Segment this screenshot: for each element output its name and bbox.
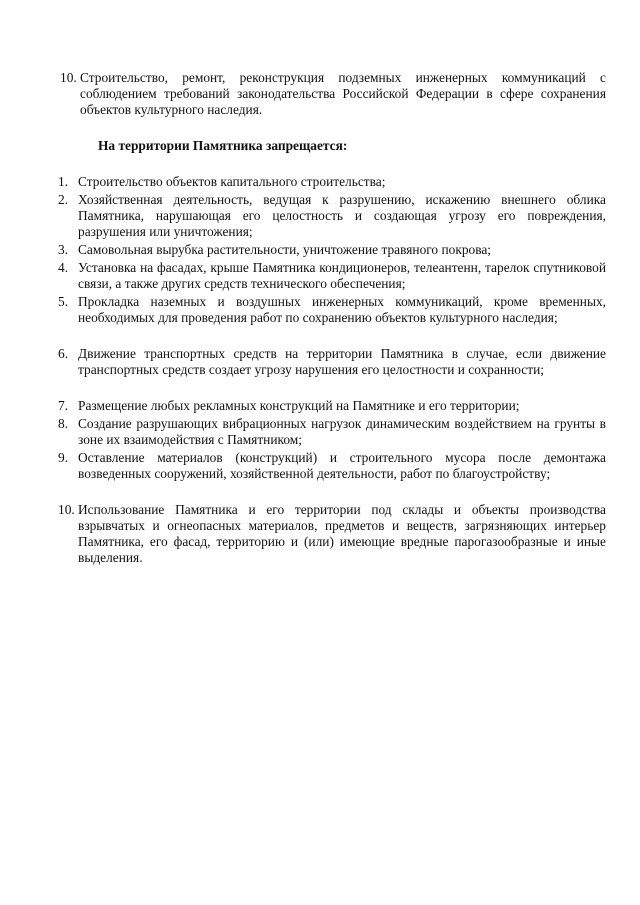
list-item-text: Использование Памятника и его территории под склады и объекты производства взрывчатых и огнеопасных материалов, предметов и веществ, загрязняющих интерьер Памятника, его фасад, территорию и (или) имеющие вредные парогазообразные и иные выделения.: [78, 502, 606, 565]
list-item-number: 9.: [58, 450, 69, 465]
list-item: [78, 294, 606, 326]
list-item: [78, 192, 606, 240]
list-item: [78, 450, 606, 482]
list-item-number: 5.: [58, 294, 69, 309]
list-item-number: 2.: [58, 192, 69, 207]
list-item-text: Хозяйственная деятельность, ведущая к разрушению, искажению внешнего облика Памятника, нарушающая его целостность и создающая угрозу его повреждения, разрушения или уничтожения;: [78, 192, 606, 239]
list-item-text: Создание разрушающих вибрационных нагрузок динамическим воздействием на грунты в зоне их взаимодействия с Памятником;: [78, 416, 606, 447]
list-item-text: Самовольная вырубка растительности, уничтожение травяного покрова;: [78, 242, 492, 257]
list-item-text: Оставление материалов (конструкций) и строительного мусора после демонтажа возведенных сооружений, хозяйственной деятельности, работ по благоустройству;: [78, 450, 606, 481]
list-item: [78, 416, 606, 448]
preceding-item-text: Строительство, ремонт, реконструкция подземных инженерных коммуникаций с соблюдением требований законодательства Российской Федерации в сфере сохранения объектов культурного наследия.: [80, 70, 606, 117]
list-item-number: 1.: [58, 174, 69, 189]
list-item-number: 10.: [58, 502, 75, 517]
list-item-number: 6.: [58, 346, 69, 361]
list-item-text: Размещение любых рекламных конструкций на Памятнике и его территории;: [78, 398, 520, 413]
list-item-text: Установка на фасадах, крыше Памятника кондиционеров, телеантенн, тарелок спутниковой связи, а также других средств технического обеспечения;: [78, 260, 606, 291]
list-item: [78, 346, 606, 378]
section-heading: На территории Памятника запрещается:: [98, 138, 348, 153]
list-item-number: 3.: [58, 242, 69, 257]
list-item-number: 7.: [58, 398, 69, 413]
list-item-number: 4.: [58, 260, 69, 275]
list-item-text: Движение транспортных средств на территории Памятника в случае, если движение транспортных средств создает угрозу нарушения его целостности и сохранности;: [78, 346, 606, 377]
list-item: [78, 398, 606, 414]
list-item: [78, 260, 606, 292]
list-item: [78, 242, 606, 258]
list-item: [78, 174, 606, 190]
list-item-number: 8.: [58, 416, 69, 431]
preceding-item-number: 10.: [60, 70, 77, 85]
list-item-text: Прокладка наземных и воздушных инженерных коммуникаций, кроме временных, необходимых для проведения работ по сохранению объектов культурного наследия;: [78, 294, 606, 325]
list-item-text: Строительство объектов капитального строительства;: [78, 174, 386, 189]
list-item: [78, 502, 606, 566]
